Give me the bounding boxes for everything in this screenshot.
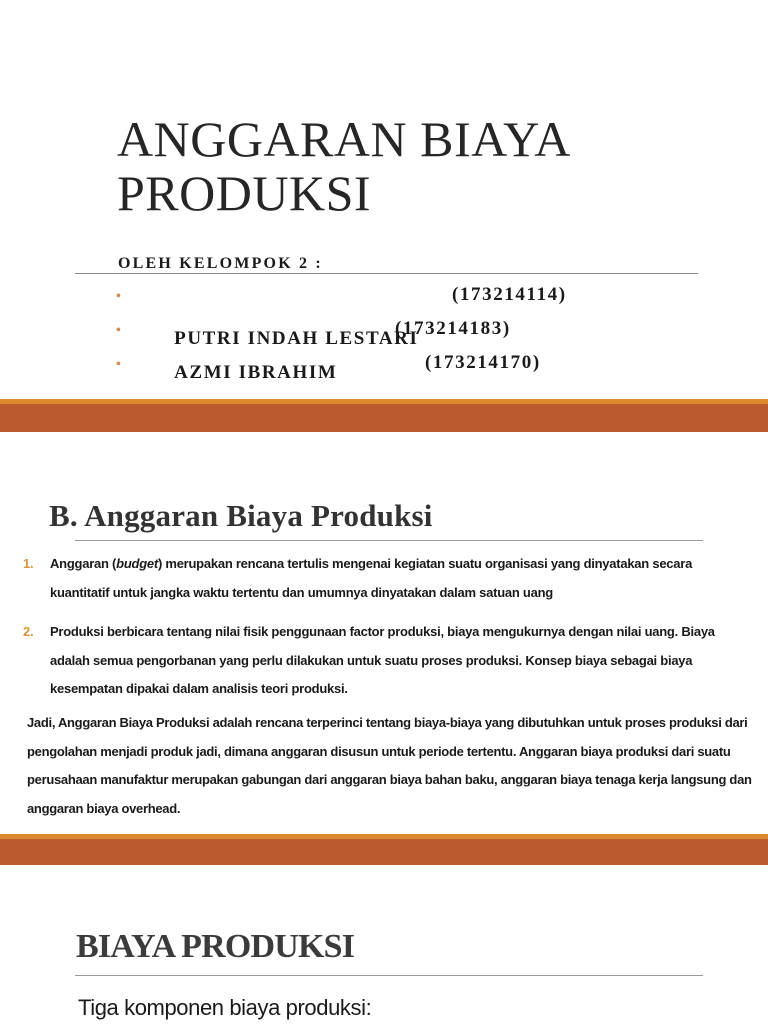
divider-band — [0, 839, 768, 866]
title-line-2: PRODUKSI — [117, 165, 372, 221]
title-line-1: ANGGARAN BIAYA — [117, 111, 571, 167]
title-divider-line — [75, 975, 703, 976]
list-text: Produksi berbicara tentang nilai fisik penggunaan factor produksi, biaya mengukurnya dengan nilai uang. Biaya adalah semua pengorbanan yang perlu dilakukan untuk suatu proses produksi. Konsep biaya sebagai biaya kesempatan dipakai dalam analisis teori produksi. — [50, 624, 715, 696]
bullet-icon: • — [116, 289, 123, 304]
bullet-icon: • — [116, 323, 123, 338]
slide-title: BIAYA PRODUKSI — [76, 928, 355, 965]
summary-paragraph: Jadi, Anggaran Biaya Produksi adalah rencana terperinci tentang biaya-biaya yang dibutuhkan untuk proses produksi dari pengolahan menjadi produk jadi, dimana anggaran disusun untuk periode tertentu. Anggaran biaya produksi dari suatu perusahaan manufaktur merupakan gabungan dari anggaran biaya bahan baku, anggaran biaya tenaga kerja langsung dan anggaran biaya overhead. — [27, 715, 752, 817]
slide-biaya-produksi — [0, 865, 768, 1024]
slide-title — [0, 0, 768, 399]
title-divider-line — [75, 273, 698, 274]
member-list — [116, 284, 567, 386]
list-item — [23, 550, 753, 607]
list-item — [23, 618, 753, 704]
definition-list — [23, 550, 753, 715]
slide-divider-bar — [0, 399, 768, 432]
list-text-italic: budget — [116, 556, 158, 571]
presentation-title — [117, 112, 571, 220]
list-number: 1. — [23, 556, 34, 571]
slide-title: B. Anggaran Biaya Produksi — [49, 498, 433, 533]
title-divider-line — [75, 540, 703, 541]
member-nim: (173214183) — [395, 318, 511, 339]
list-number: 2. — [23, 624, 34, 639]
member-item — [116, 352, 541, 386]
slide-anggaran-biaya-produksi — [0, 432, 768, 834]
list-text-after: ) merupakan rencana tertulis mengenai kegiatan suatu organisasi yang dinyatakan secara kuantitatif untuk jangka waktu tertentu dan umumnya dinyatakan dalam satuan uang — [50, 556, 693, 600]
member-name: AZMI IBRAHIM — [174, 362, 338, 383]
group-subtitle: OLEH KELOMPOK 2 : — [118, 255, 323, 272]
divider-band — [0, 404, 768, 432]
member-name: PUTRI INDAH LESTARI — [174, 328, 419, 349]
list-text-before: Anggaran ( — [50, 556, 117, 571]
slide-divider-bar — [0, 834, 768, 866]
member-nim: (173214170) — [425, 352, 541, 373]
lead-text: Tiga komponen biaya produksi: — [78, 995, 372, 1020]
bullet-icon: • — [116, 357, 123, 372]
member-nim: (173214114) — [452, 284, 567, 305]
